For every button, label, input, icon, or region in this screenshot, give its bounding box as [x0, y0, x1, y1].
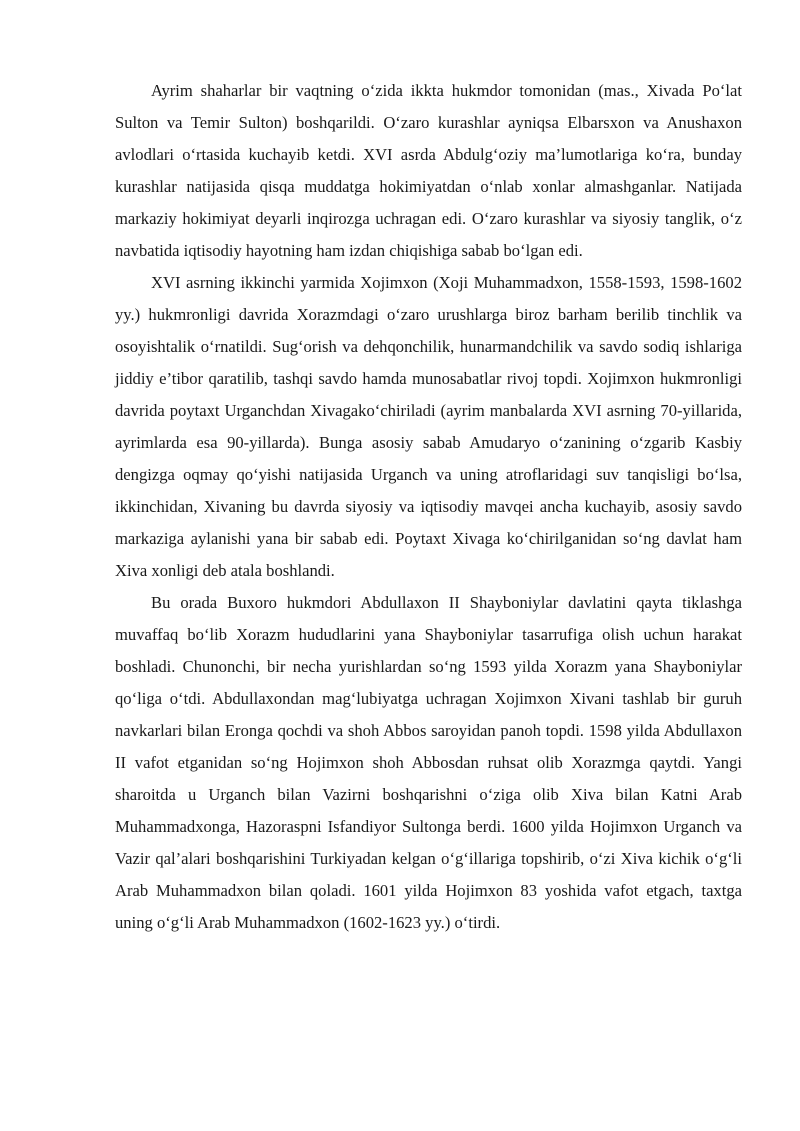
paragraph-1: Ayrim shaharlar bir vaqtning o‘zida ikkta hukmdor tomonidan (mas., Xivada Po‘lat Sulton va Temir Sulton) boshqarildi. O‘zaro kurashlar ayniqsa Elbarsxon va Anushaxon avlodlari o‘rtasida kuchayib ketdi. XVI asrda Abdulg‘oziy ma’lumotlariga ko‘ra, bunday kurashlar natijasida qisqa muddatga hokimiyatdan o‘nlab xonlar almashganlar. Natijada markaziy hokimiyat deyarli inqirozga uchragan edi. O‘zaro kurashlar va siyosiy tanglik, o‘z navbatida iqtisodiy hayotning ham izdan chiqishiga sabab bo‘lgan edi.	[115, 81, 742, 260]
document-page	[115, 75, 742, 939]
paragraph-3: Bu orada Buxoro hukmdori Abdullaxon II Shayboniylar davlatini qayta tiklashga muvaffaq bo‘lib Xorazm hududlarini yana Shayboniylar tasarrufiga olish uchun harakat boshladi. Chunonchi, bir necha yurishlardan so‘ng 1593 yilda Xorazm yana Shayboniylar qo‘liga o‘tdi. Abdullaxondan mag‘lubiyatga uchragan Xojimxon Xivani tashlab bir guruh navkarlari bilan Eronga qochdi va shoh Abbos saroyidan panoh topdi. 1598 yilda Abdullaxon II vafot etganidan so‘ng Hojimxon shoh Abbosdan ruhsat olib Xorazmga qaytdi. Yangi sharoitda u Urganch bilan Vazirni boshqarishni o‘ziga olib Xiva bilan Katni Arab Muhammadxonga, Hazoraspni Isfandiyor Sultonga berdi. 1600 yilda Hojimxon Urganch va Vazir qal’alari boshqarishini Turkiyadan kelgan o‘g‘illariga topshirib, o‘zi Xiva kichik o‘g‘li Arab Muhammadxon bilan qoladi. 1601 yilda Hojimxon 83 yoshida vafot etgach, taxtga uning o‘g‘li Arab Muhammadxon (1602-1623 yy.) o‘tirdi.	[115, 593, 742, 932]
paragraph-2: XVI asrning ikkinchi yarmida Xojimxon (Xoji Muhammadxon, 1558-1593, 1598-1602 yy.) hukmronligi davrida Xorazmdagi o‘zaro urushlarga biroz barham berilib tinchlik va osoyishtalik o‘rnatildi. Sug‘orish va dehqonchilik, hunarmandchilik va savdo sodiq ishlariga jiddiy e’tibor qaratilib, tashqi savdo hamda munosabatlar rivoj topdi. Xojimxon hukmronligi davrida poytaxt Urganchdan Xivagako‘chiriladi (ayrim manbalarda XVI asrning 70-yillarida, ayrimlarda esa 90-yillarda). Bunga asosiy sabab Amudaryo o‘zanining o‘zgarib Kasbiy dengizga oqmay qo‘yishi natijasida Urganch va uning atroflaridagi suv tanqisligi bo‘lsa, ikkinchidan, Xivaning bu davrda siyosiy va iqtisodiy mavqei ancha kuchayib, asosiy savdo markaziga aylanishi yana bir sabab edi. Poytaxt Xivaga ko‘chirilganidan so‘ng davlat ham Xiva xonligi deb atala boshlandi.	[115, 273, 742, 580]
